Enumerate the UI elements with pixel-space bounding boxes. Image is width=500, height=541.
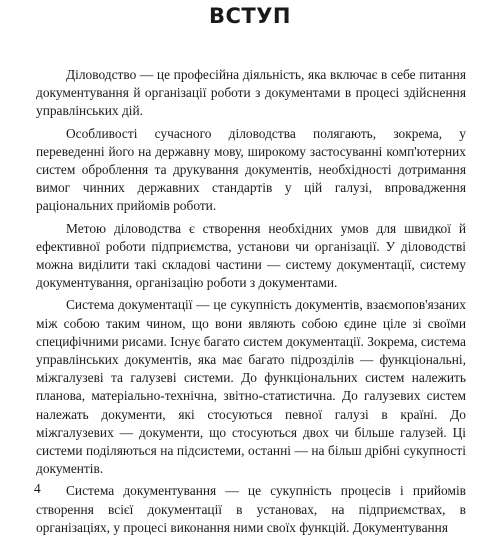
page-number: 4 <box>34 481 41 496</box>
paragraph-features: Особливості сучасного діловодства полягають, зокрема, у переведенні його на державну мову, широкому застосуванні комп'ютерних систем оброблення та друкування документів, необхідності дотримання вимог чинних державних стандартів у цій галузі, впровадження раціональних прийомів роботи. <box>36 125 466 214</box>
paragraph-goal: Метою діловодства є створення необхідних умов для швидкої й ефективної роботи підприємства, установи чи організації. У діловодстві можна виділити такі складові частини — систему документації, систему документування, організацію роботи з документами. <box>36 220 466 291</box>
paragraph-documenting-system: Система документування — це сукупність процесів і прийомів створення всієї документації в установах, на підприємствах, в організаціях, у процесі виконання ними своїх функцій. Документування <box>36 483 466 535</box>
paragraph-documentation-system: Система документації — це сукупність документів, взаємопов'язаних між собою таким чином, що вони являють собою єдине ціле зі своїми специфічними рисами. Існує багато систем документації. Зокрема, система управлінських документів, яка має багато підрозділів — функціональні, міжгалузеві та галузеві системи. До функціональних систем належить планова, матеріально-технічна, звітно-статистична. До галузевих систем належать документи, які стосуються певної галузі в країні. До міжгалузевих — документи, що стосуються двох чи більше галузей. Ці системи поділяються на підсистеми, останні — на більш дрібні сукупності документів. <box>36 297 466 477</box>
paragraph-definition: Діловодство — це професійна діяльність, яка включає в себе питання документування й організації роботи з документами в процесі здійснення управлінських дій. <box>36 67 466 119</box>
chapter-heading: ВСТУП <box>208 4 291 28</box>
body-text <box>36 66 466 541</box>
